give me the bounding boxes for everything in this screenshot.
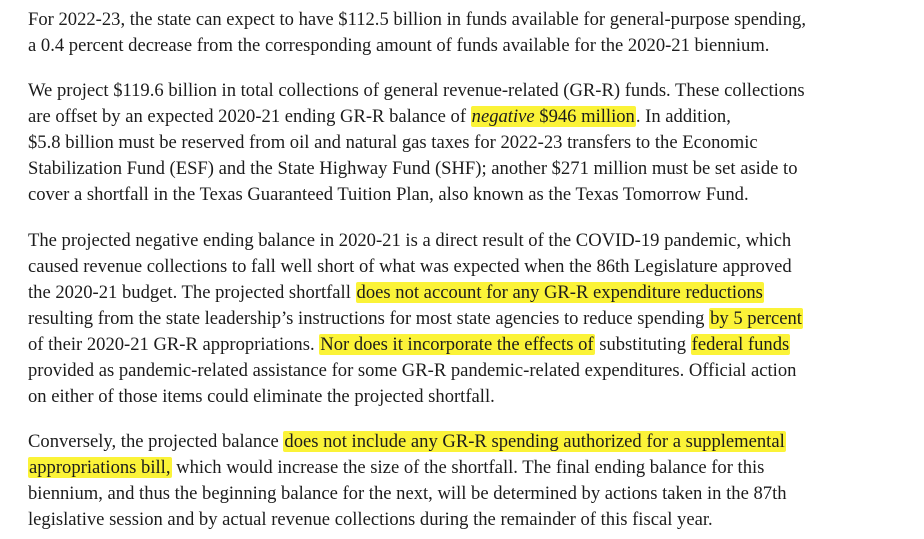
paragraph-2-line-4: Stabilization Fund (ESF) and the State Highway Fund (SHF); another $271 million must be set aside to xyxy=(28,158,798,179)
highlight-nor-does-it-incorporate: Nor does it incorporate the effects of xyxy=(320,334,594,355)
paragraph-3-line-3: the 2020-21 budget. The projected shortfall does not account for any GR-R expenditure reductions xyxy=(28,282,763,303)
highlight-negative-946-million: negative $946 million xyxy=(471,106,635,127)
highlight-supplemental-spending: does not include any GR-R spending authorized for a supplemental xyxy=(284,431,785,452)
paragraph-3-line-6: provided as pandemic-related assistance for some GR-R pandemic-related expenditures. Official action xyxy=(28,360,797,381)
paragraph-1-line-1: For 2022-23, the state can expect to have $112.5 billion in funds available for general-purpose spending, xyxy=(28,9,806,30)
paragraph-1-line-2: a 0.4 percent decrease from the corresponding amount of funds available for the 2020-21 biennium. xyxy=(28,35,770,56)
paragraph-4-line-4: legislative session and by actual revenue collections during the remainder of this fiscal year. xyxy=(28,509,713,530)
paragraph-2-line-5: cover a shortfall in the Texas Guaranteed Tuition Plan, also known as the Texas Tomorrow Fund. xyxy=(28,184,749,205)
highlight-5-percent: by 5 percent xyxy=(710,308,802,329)
paragraph-3-line-5: of their 2020-21 GR-R appropriations. Nor does it incorporate the effects of substituting federal funds xyxy=(28,334,790,355)
paragraph-3-line-2: caused revenue collections to fall well short of what was expected when the 86th Legislature approved xyxy=(28,256,792,277)
paragraph-4-line-1: Conversely, the projected balance does not include any GR-R spending authorized for a supplemental xyxy=(28,431,785,452)
paragraph-3-line-4: resulting from the state leadership’s instructions for most state agencies to reduce spending by 5 percent xyxy=(28,308,802,329)
paragraph-2-line-1: We project $119.6 billion in total collections of general revenue-related (GR-R) funds. These collections xyxy=(28,80,805,101)
paragraph-4-line-3: biennium, and thus the beginning balance for the next, will be determined by actions taken in the 87th xyxy=(28,483,787,504)
paragraph-3-line-7: on either of those items could eliminate the projected shortfall. xyxy=(28,386,495,407)
paragraph-2-line-3: $5.8 billion must be reserved from oil and natural gas taxes for 2022-23 transfers to the Economic xyxy=(28,132,758,153)
paragraph-2-line-2: are offset by an expected 2020-21 ending GR-R balance of negative $946 million. In addition, xyxy=(28,106,731,127)
paragraph-4-line-2: appropriations bill, which would increase the size of the shortfall. The final ending balance for this xyxy=(29,457,765,478)
paragraph-3-line-1: The projected negative ending balance in 2020-21 is a direct result of the COVID-19 pandemic, which xyxy=(28,230,792,251)
highlight-expenditure-reductions: does not account for any GR-R expenditure reductions xyxy=(356,282,763,303)
highlight-appropriations-bill: appropriations bill, xyxy=(29,457,171,478)
highlight-federal-funds: federal funds xyxy=(691,334,790,355)
